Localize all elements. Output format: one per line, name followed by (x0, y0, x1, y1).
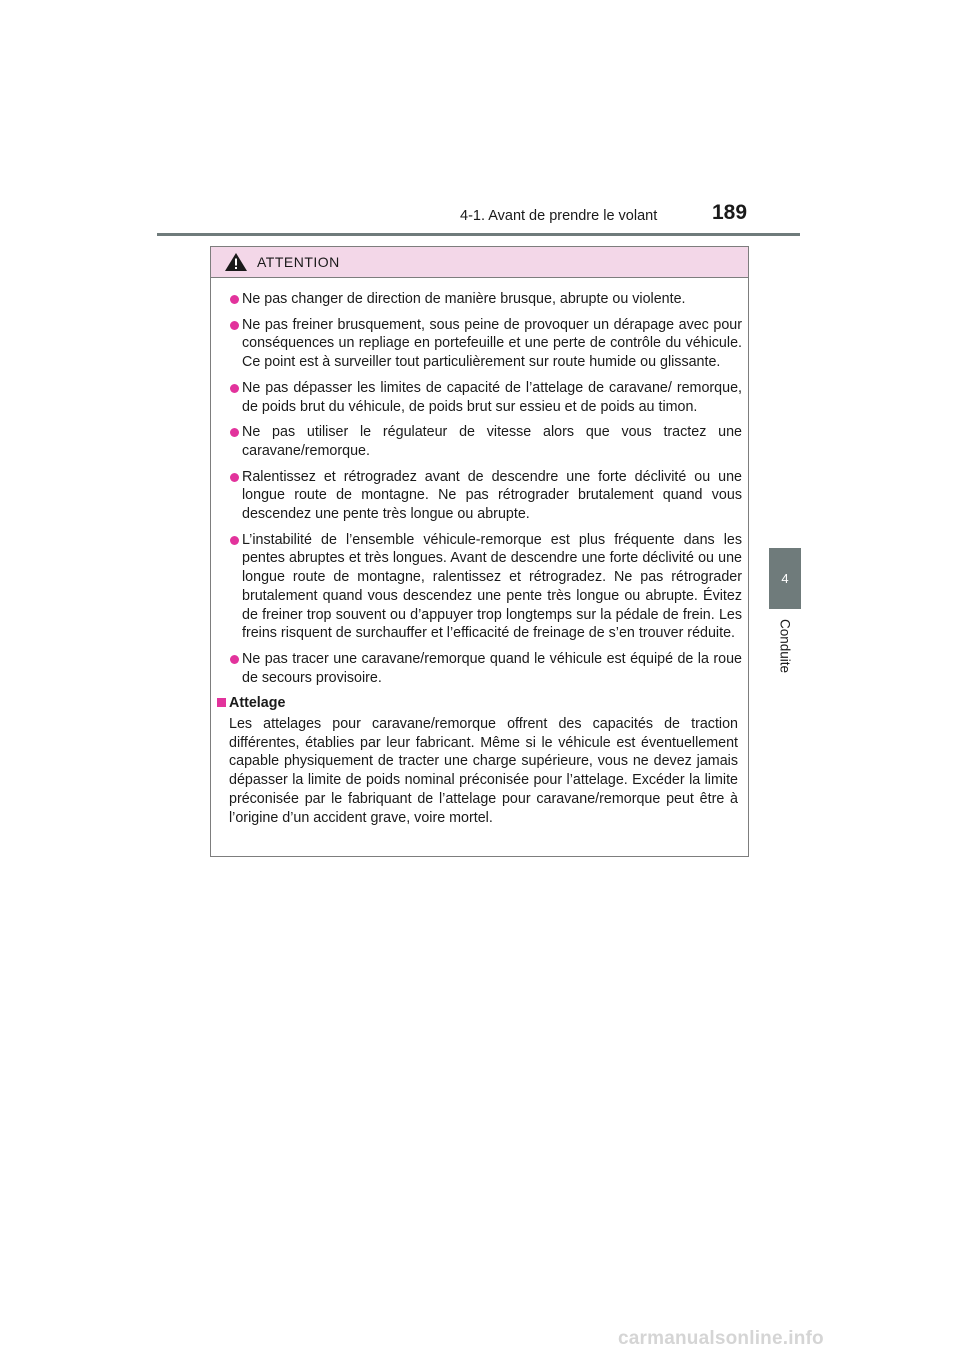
warning-icon (224, 252, 248, 272)
chapter-tab (769, 548, 801, 609)
caution-header (211, 247, 748, 278)
caution-bullet (215, 316, 742, 372)
bullet-text: Ne pas utiliser le régulateur de vitesse alors que vous tractez une caravane/remorque. (242, 424, 742, 459)
bullet-text: Ralentissez et rétrogradez avant de descendre une forte déclivité ou une longue route de montagne. Ne pas rétrograder brutalement quand vous descendez une pente très longue ou abrupte. (242, 468, 742, 523)
bullet-text: Ne pas tracer une caravane/remorque quand le véhicule est équipé de la roue de secours provisoire. (242, 650, 742, 686)
caution-bullet (215, 531, 742, 643)
caution-bullet (215, 290, 742, 309)
section-text: Les attelages pour caravane/remorque offrent des capacités de traction différentes, établies par leur fabricant. Même si le véhicule est éventuellement capable physiquement de tracter une charge supérieure, vous ne devez jamais dépasser la limite de poids nominal préconisée pour l’attelage. Excéder la limite préconisée par le fabriquant de l’attelage pour caravane/remorque peut être à l’origine d’un accident grave, voire mortel. (229, 716, 738, 826)
section-title: Attelage (229, 695, 286, 712)
bullet-text: L’instabilité de l’ensemble véhicule-remorque est plus fréquente dans les pentes abruptes et très longues. Avant de descendre une forte déclivité ou une longue route de montagne, ralentissez et rétrogradez. Ne pas rétrograder brutalement quand vous descendez une pente très longue ou abrupte. Évitez de freiner trop souvent ou d’appuyer trop longtemps sur la pédale de frein. Les freins risquent de surchauffer et l’efficacité de freinage de s’en trouver réduite. (242, 531, 742, 642)
header-section-title: 4-1. Avant de prendre le volant (460, 208, 658, 224)
caution-title: ATTENTION (257, 254, 340, 270)
caution-bullet (215, 650, 742, 687)
watermark: carmanualsonline.info (618, 1328, 824, 1349)
section-square-icon (217, 698, 226, 707)
bullet-dot-icon (230, 536, 239, 545)
bullet-dot-icon (230, 295, 239, 304)
page-number: 189 (712, 201, 748, 224)
bullet-text: Ne pas dépasser les limites de capacité de l’attelage de caravane/ remorque, de poids brut du véhicule, de poids brut sur essieu et de poids au timon. (242, 379, 742, 415)
bullet-dot-icon (230, 473, 239, 482)
chapter-label: Conduite (777, 618, 793, 674)
bullet-dot-icon (230, 428, 239, 437)
caution-bullet (215, 468, 742, 524)
bullet-dot-icon (230, 321, 239, 330)
caution-body (211, 278, 748, 827)
bullet-text: Ne pas freiner brusquement, sous peine de provoquer un dérapage avec pour conséquences un repliage en portefeuille et une perte de contrôle du véhicule. Ce point est à surveiller tout particulièrement sur route humide ou glissante. (242, 316, 742, 371)
bullet-text: Ne pas changer de direction de manière brusque, abrupte ou violente. (242, 291, 686, 307)
bullet-dot-icon (230, 384, 239, 393)
attelage-section (215, 694, 742, 827)
caution-bullet (215, 379, 742, 416)
caution-box (210, 246, 749, 857)
header-rule (157, 233, 800, 236)
bullet-dot-icon (230, 655, 239, 664)
caution-bullet (215, 423, 742, 460)
chapter-number: 4 (781, 571, 789, 586)
